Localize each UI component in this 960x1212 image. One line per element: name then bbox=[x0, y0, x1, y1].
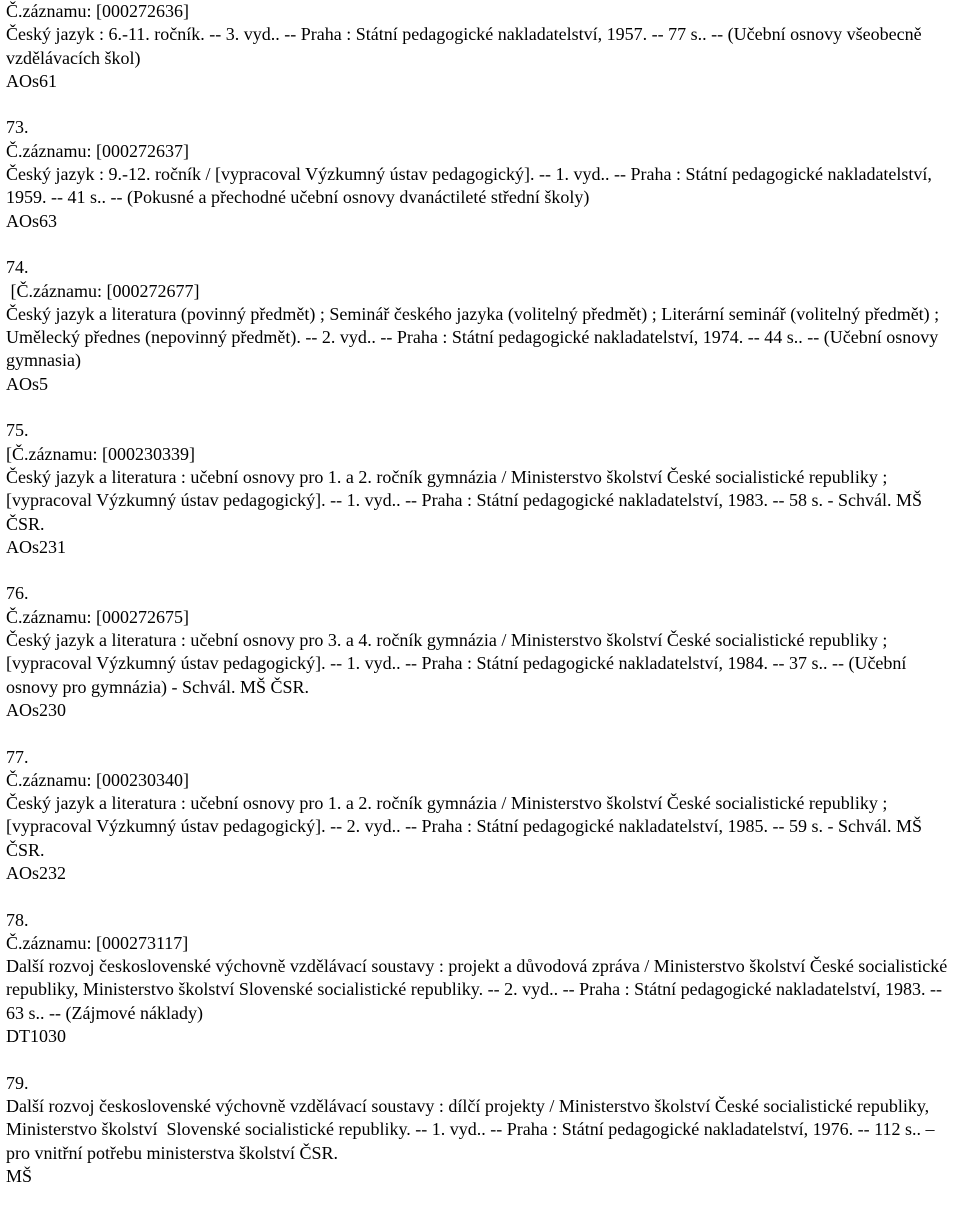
entry-number: 79. bbox=[6, 1072, 29, 1093]
entry-text: Další rozvoj československé výchovně vzdělávací soustavy : projekt a důvodová zpráva / Ministerstvo školství České socialistické republiky, Ministerstvo školství Slovenské socialistické republiky. -- 2. vyd.. -- Praha : Státní pedagogické nakladatelství, 1983. -- 63 s.. -- (Zájmové náklady) bbox=[6, 956, 948, 1023]
entry-number: 78. bbox=[6, 909, 29, 930]
signature: AOs230 bbox=[6, 699, 67, 720]
entry-text: Český jazyk a literatura : učební osnovy pro 1. a 2. ročník gymnázia / Ministerstvo školství České socialistické republiky ; [vypracoval Výzkumný ústav pedagogický]. -- 1. vyd.. -- Praha : Státní pedagogické nakladatelství, 1983. -- 58 s. - Schvál. MŠ ČSR. bbox=[6, 466, 922, 534]
entry-number: 77. bbox=[6, 746, 29, 767]
entry-78 bbox=[6, 909, 954, 1049]
entry-72 bbox=[6, 0, 954, 93]
record-number: Č.záznamu: [000272636] bbox=[6, 1, 189, 21]
signature: AOs61 bbox=[6, 70, 58, 91]
signature: MŠ bbox=[6, 1165, 33, 1186]
record-number: Č.záznamu: [000272637] bbox=[6, 140, 189, 161]
record-number: Č.záznamu: [000230340] bbox=[6, 769, 189, 790]
entry-77 bbox=[6, 746, 954, 886]
entry-73 bbox=[6, 116, 954, 232]
entry-number: 73. bbox=[6, 117, 29, 138]
entry-74 bbox=[6, 256, 954, 396]
record-number: [Č.záznamu: [000230339] bbox=[6, 443, 195, 464]
record-number: Č.záznamu: [000273117] bbox=[6, 932, 189, 953]
entry-text: Český jazyk : 9.-12. ročník / [vypracoval Výzkumný ústav pedagogický]. -- 1. vyd.. -- Praha : Státní pedagogické nakladatelství, 1959. -- 41 s.. -- (Pokusné a přechodné učební osnovy dvanáctileté střední školy) bbox=[6, 164, 932, 208]
entry-number: 76. bbox=[6, 583, 29, 604]
signature: DT1030 bbox=[6, 1026, 66, 1047]
entry-text: Český jazyk a literatura : učební osnovy pro 3. a 4. ročník gymnázia / Ministerstvo školství České socialistické republiky ; [vypracoval Výzkumný ústav pedagogický]. -- 1. vyd.. -- Praha : Státní pedagogické nakladatelství, 1984. -- 37 s.. -- (Učební osnovy pro gymnázia) - Schvál. MŠ ČSR. bbox=[6, 630, 907, 697]
record-number: Č.záznamu: [000272675] bbox=[6, 606, 189, 627]
entry-75 bbox=[6, 419, 954, 559]
entry-79 bbox=[6, 1072, 954, 1188]
entry-text: Český jazyk a literatura : učební osnovy pro 1. a 2. ročník gymnázia / Ministerstvo školství České socialistické republiky ; [vypracoval Výzkumný ústav pedagogický]. -- 2. vyd.. -- Praha : Státní pedagogické nakladatelství, 1985. -- 59 s. - Schvál. MŠ ČSR. bbox=[6, 793, 922, 860]
entry-text: Další rozvoj československé výchovně vzdělávací soustavy : dílčí projekty / Ministerstvo školství České socialistické republiky, Ministerstvo školství Slovenské socialistické republiky. -- 1. vyd.. -- Praha : Státní pedagogické nakladatelství, 1976. -- 112 s.. – pro vnitřní potřebu ministerstva školství ČSR. bbox=[6, 1095, 940, 1163]
record-number: [Č.záznamu: [000272677] bbox=[6, 280, 200, 301]
entry-number: 75. bbox=[6, 420, 29, 441]
signature: AOs5 bbox=[6, 373, 49, 394]
entry-text: Český jazyk : 6.-11. ročník. -- 3. vyd.. -- Praha : Státní pedagogické nakladatelství, 1957. -- 77 s.. -- (Učební osnovy všeobecně vzdělávacích škol) bbox=[6, 24, 922, 68]
signature: AOs231 bbox=[6, 536, 67, 557]
entry-text: Český jazyk a literatura (povinný předmět) ; Seminář českého jazyka (volitelný předmět) ; Literární seminář (volitelný předmět) ; Umělecký přednes (nepovinný předmět). -- 2. vyd.. -- Praha : Státní pedagogické nakladatelství, 1974. -- 44 s.. -- (Učební osnovy gymnasia) bbox=[6, 303, 940, 371]
entry-76 bbox=[6, 582, 954, 722]
signature: AOs63 bbox=[6, 210, 58, 231]
entry-number: 74. bbox=[6, 257, 29, 278]
signature: AOs232 bbox=[6, 862, 67, 883]
